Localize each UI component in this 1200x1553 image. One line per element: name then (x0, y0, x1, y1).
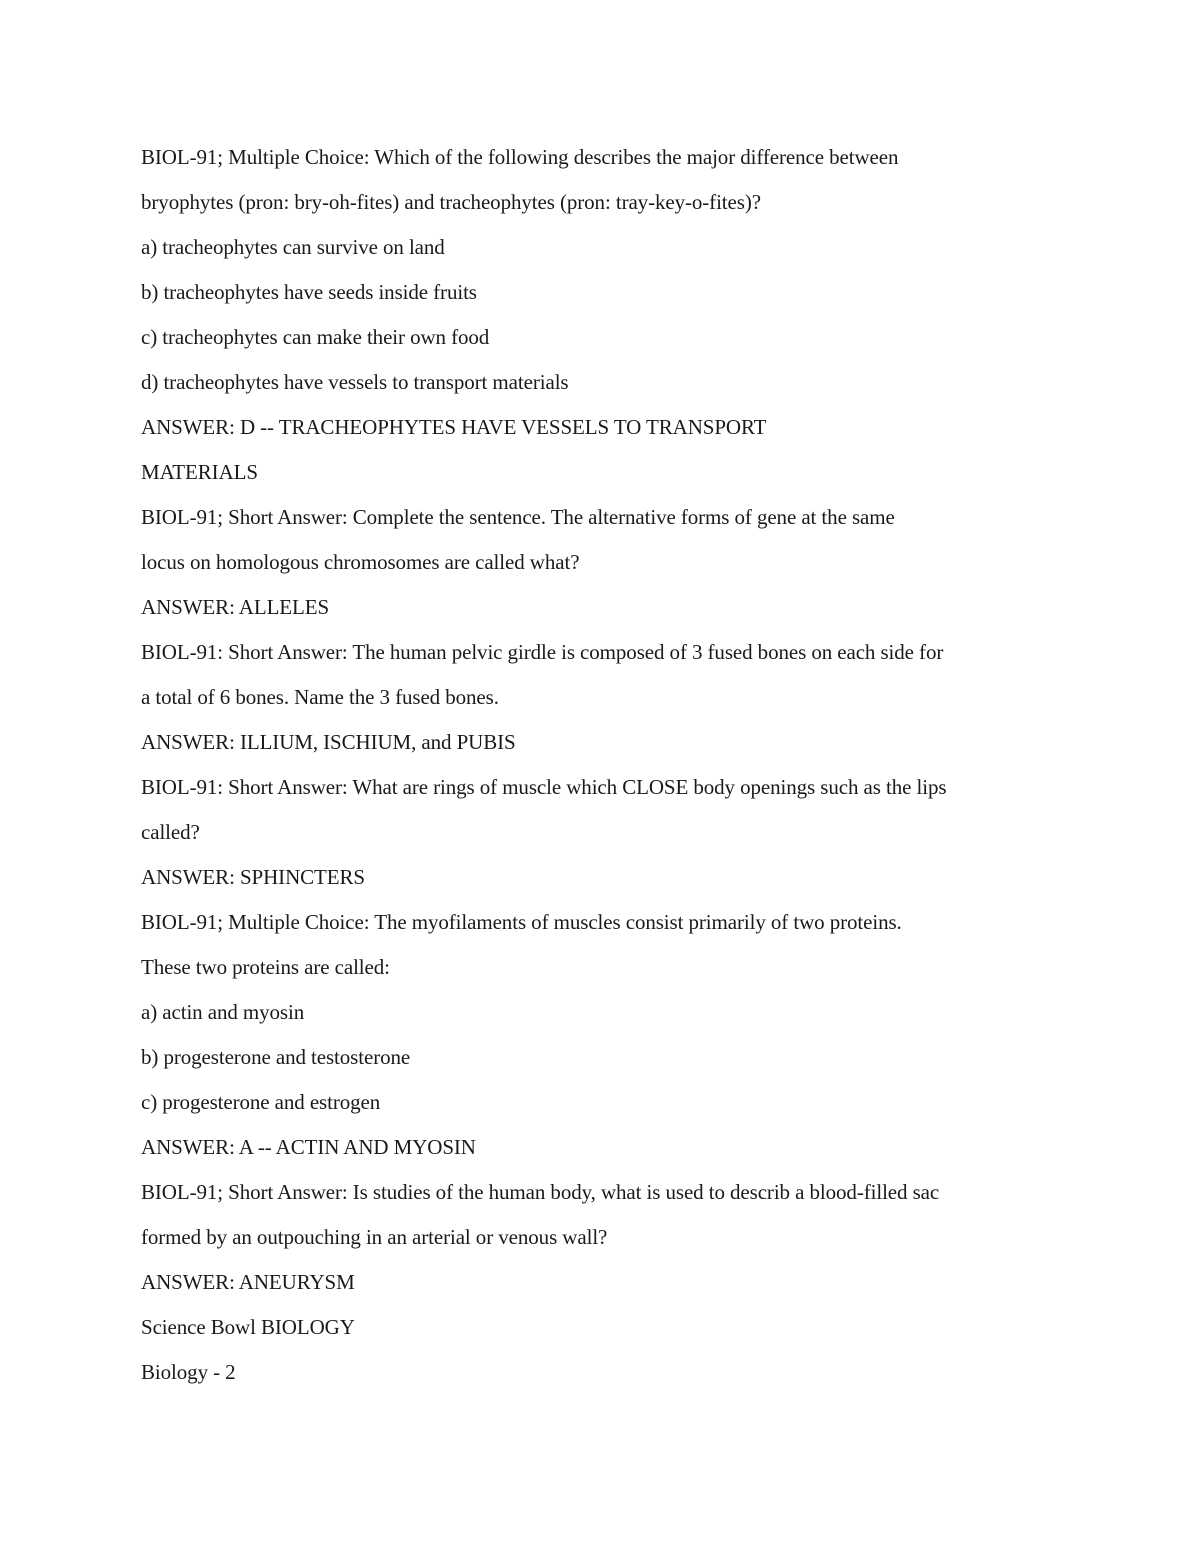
question-line: BIOL-91; Multiple Choice: Which of the following describes the major difference between (141, 145, 899, 169)
question-line: BIOL-91; Multiple Choice: The myofilaments of muscles consist primarily of two proteins. (141, 910, 902, 934)
question-line: called? (141, 820, 200, 844)
answer-line: ANSWER: ALLELES (141, 595, 330, 619)
choice-line: b) tracheophytes have seeds inside fruits (141, 280, 477, 304)
choice-line: c) tracheophytes can make their own food (141, 325, 490, 349)
question-line: formed by an outpouching in an arterial or venous wall? (141, 1225, 608, 1249)
question-line: BIOL-91; Short Answer: Complete the sentence. The alternative forms of gene at the same (141, 505, 895, 529)
question-line: locus on homologous chromosomes are called what? (141, 550, 580, 574)
question-line: bryophytes (pron: bry-oh-fites) and tracheophytes (pron: tray-key-o-fites)? (141, 190, 761, 214)
question-line: a total of 6 bones. Name the 3 fused bones. (141, 685, 499, 709)
answer-line: ANSWER: ANEURYSM (141, 1270, 355, 1294)
choice-line: c) progesterone and estrogen (141, 1090, 381, 1114)
answer-line: ANSWER: SPHINCTERS (141, 865, 365, 889)
question-line: BIOL-91: Short Answer: What are rings of muscle which CLOSE body openings such as the lips (141, 775, 947, 799)
choice-line: a) actin and myosin (141, 1000, 305, 1024)
question-line: These two proteins are called: (141, 955, 390, 979)
document-body (141, 135, 1071, 1395)
question-line: BIOL-91; Short Answer: Is studies of the human body, what is used to describ a blood-filled sac (141, 1180, 940, 1204)
choice-line: d) tracheophytes have vessels to transport materials (141, 370, 569, 394)
answer-line: ANSWER: ILLIUM, ISCHIUM, and PUBIS (141, 730, 516, 754)
choice-line: a) tracheophytes can survive on land (141, 235, 445, 259)
section-subheading: Biology - 2 (141, 1360, 236, 1384)
choice-line: b) progesterone and testosterone (141, 1045, 411, 1069)
question-line: BIOL-91: Short Answer: The human pelvic girdle is composed of 3 fused bones on each side for (141, 640, 944, 664)
answer-line: ANSWER: A -- ACTIN AND MYOSIN (141, 1135, 476, 1159)
section-heading: Science Bowl BIOLOGY (141, 1315, 355, 1339)
answer-line: MATERIALS (141, 460, 258, 484)
answer-line: ANSWER: D -- TRACHEOPHYTES HAVE VESSELS TO TRANSPORT (141, 415, 767, 439)
